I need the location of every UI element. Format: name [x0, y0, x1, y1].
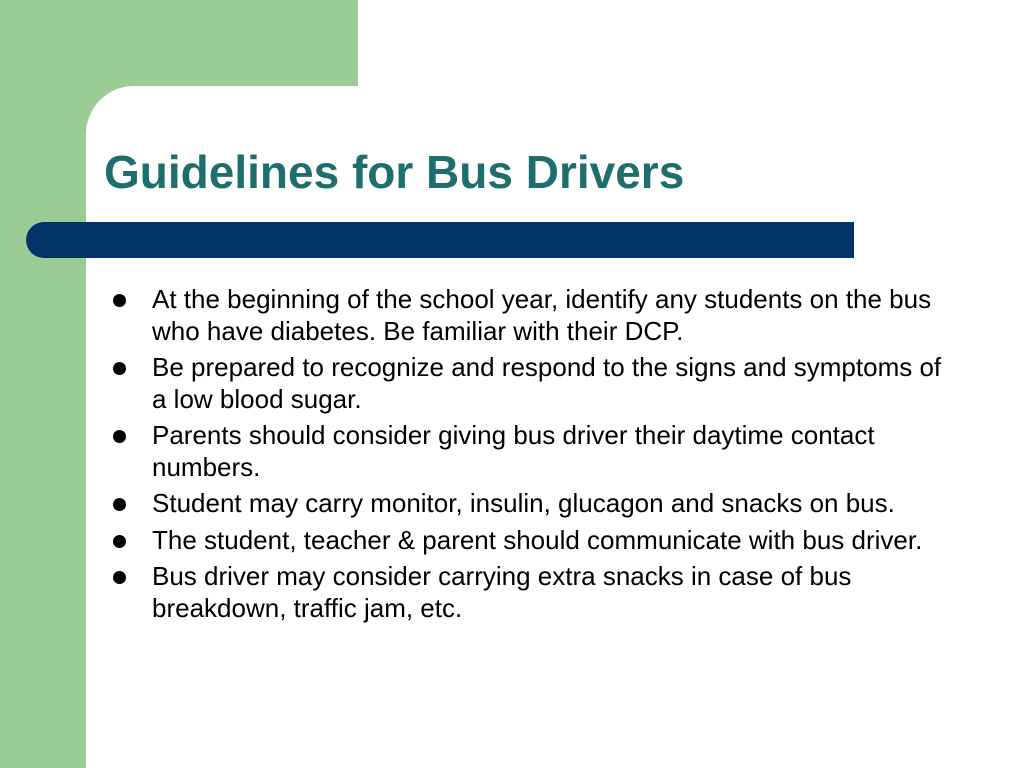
bullet-item: [108, 525, 958, 557]
bullet-text: The student, teacher & parent should communicate with bus driver.: [152, 524, 923, 555]
bullet-text: At the beginning of the school year, identify any students on the bus who have diabetes. Be familiar with their DCP.: [152, 284, 932, 346]
bullet-item: [108, 561, 958, 624]
bullet-list: [108, 284, 958, 629]
title-underline-bar: [26, 222, 854, 258]
bullet-dot-icon: [113, 571, 126, 584]
bullet-dot-icon: [113, 430, 126, 443]
bullet-text: Be prepared to recognize and respond to the signs and symptoms of a low blood sugar.: [152, 352, 942, 414]
bullet-dot-icon: [113, 498, 126, 511]
bullet-item: [108, 488, 958, 520]
bullet-item: [108, 420, 958, 483]
bullet-item: [108, 284, 958, 347]
bullet-text: Student may carry monitor, insulin, glucagon and snacks on bus.: [152, 488, 895, 518]
bullet-text: Parents should consider giving bus driver their daytime contact numbers.: [152, 420, 875, 482]
bullet-text: Bus driver may consider carrying extra snacks in case of bus breakdown, traffic jam, etc.: [152, 561, 852, 623]
bullet-dot-icon: [113, 535, 126, 548]
slide-title: Guidelines for Bus Drivers: [104, 146, 685, 198]
bullet-dot-icon: [113, 294, 126, 307]
bullet-item: [108, 352, 958, 415]
bullet-dot-icon: [113, 362, 126, 375]
